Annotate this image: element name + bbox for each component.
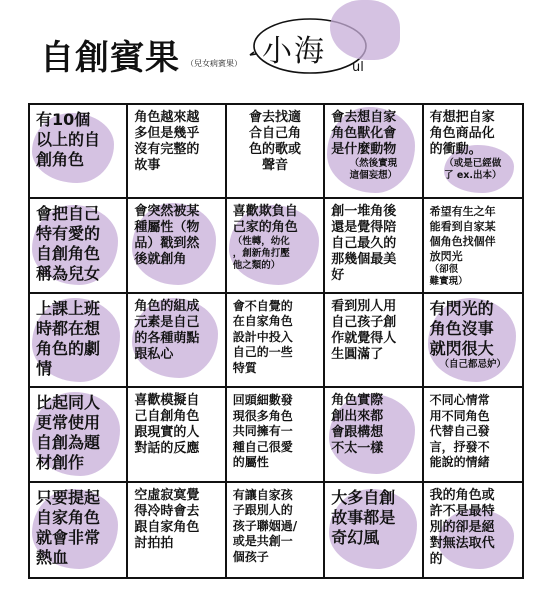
bingo-cell-r2c3 (227, 199, 325, 293)
cell-text: 只要提起 自家角色 就會非常 熱血 (36, 487, 101, 567)
bingo-cell-r3c2 (128, 294, 226, 388)
cell-text: 喜歡模擬自 己自創角色 跟現實的人 對話的反應 (134, 393, 200, 457)
cell-text: 希望有生之年 能看到自家某 個角色找個伴 放閃光 (429, 205, 496, 264)
bingo-cell-r3c5 (424, 294, 522, 388)
cell-text: 有想把自家 角色商品化 的衝動。 (429, 110, 495, 157)
cell-text: 角色的組成 元素是自己 的各種萌點 跟私心 (134, 298, 200, 362)
cell-text: 會突然被某 種屬性（物 品）戳到然 後就創角 (134, 204, 200, 268)
cell-text: 有閃光的 角色沒事 就閃很大 (429, 298, 494, 358)
cell-note: （卻很 難實現） (429, 264, 468, 288)
bingo-cell-r4c3 (227, 388, 325, 482)
bingo-cell-r4c1 (30, 388, 128, 482)
author-name: 小海 (262, 34, 326, 69)
page-subtitle: （兒女病賓果） (186, 59, 242, 68)
cell-text: 喜歡欺負自 己家的角色 (232, 204, 298, 236)
bingo-cell-r1c4 (325, 105, 423, 199)
bingo-cell-r3c4 (325, 294, 423, 388)
bingo-cell-r4c2 (128, 388, 226, 482)
cell-text: 有讓自家孩 子跟別人的 孩子聯姻過/ 或是共創一 個孩子 (232, 487, 298, 564)
bingo-cell-r2c1 (30, 199, 128, 293)
page-title: 自創賓果 (40, 38, 180, 78)
bingo-cell-r4c5 (424, 388, 522, 482)
bingo-cell-r5c5 (424, 483, 522, 577)
cell-text: 回頭細數發 現很多角色 共同擁有一 種自己很愛 的屬性 (232, 393, 293, 470)
bingo-cell-r1c3 (227, 105, 325, 199)
bingo-grid (28, 103, 524, 579)
cell-note: （性轉，幼化 ，創新角打壓 他之類的） (232, 236, 290, 272)
bingo-cell-r2c5 (424, 199, 522, 293)
bingo-cell-r2c4 (325, 199, 423, 293)
cell-text: 大多自創 故事都是 奇幻風 (331, 487, 396, 547)
bingo-cell-r5c2 (128, 483, 226, 577)
bingo-cell-r5c1 (30, 483, 128, 577)
bingo-cell-r1c5 (424, 105, 522, 199)
cell-text: 會不自覺的 在自家角色 設計中投入 自己的一些 特質 (232, 298, 293, 375)
cell-text: 上課上班 時都在想 角色的劇 情 (36, 298, 101, 378)
cell-text: 會去想自家 角色獸化會 是什麼動物 (331, 110, 397, 157)
bingo-cell-r2c2 (128, 199, 226, 293)
cell-text: 比起同人 更常使用 自創為題 材創作 (36, 393, 101, 473)
bingo-cell-r4c4 (325, 388, 423, 482)
bingo-cell-r5c4 (325, 483, 423, 577)
bingo-cell-r1c1 (30, 105, 128, 199)
cell-text: 有10個 以上的自 創角色 (36, 110, 101, 169)
cell-text: 會把自己 特有愛的 自創角色 稱為兒女 (36, 204, 101, 284)
cell-note: （然後實現 這個妄想） (349, 158, 398, 181)
cell-text: 我的角色或 許不是最特 別的卻是絕 對無法取代 的 (429, 487, 495, 567)
cell-text: 角色實際 創出來都 會跟構想 不太一樣 (331, 393, 384, 457)
bingo-cell-r3c3 (227, 294, 325, 388)
cell-note: （自己都忌妒） (439, 358, 507, 370)
cell-text: 會去找適 合自己角 色的歌或 聲音 (248, 110, 301, 173)
bingo-cell-r3c1 (30, 294, 128, 388)
cell-text: 不同心情常 用不同角色 代替自己發 言，抒發不 能說的情緒 (429, 393, 490, 470)
cell-text: 創一堆角後 還是覺得陪 自己最久的 那幾個最美 好 (331, 204, 397, 284)
bingo-cell-r5c3 (227, 483, 325, 577)
cell-text: 看到別人用 自己孩子創 作就覺得人 生圓滿了 (331, 298, 397, 362)
bingo-cell-r1c2 (128, 105, 226, 199)
cell-text: 空虛寂寞覺 得冷時會去 跟自家角色 討拍拍 (134, 487, 200, 551)
author-name-suffix: ul (352, 60, 364, 75)
cell-note: （或是已經做 了 ex.出本） (444, 158, 502, 181)
cell-text: 角色越來越 多但是幾乎 沒有完整的 故事 (134, 110, 200, 173)
